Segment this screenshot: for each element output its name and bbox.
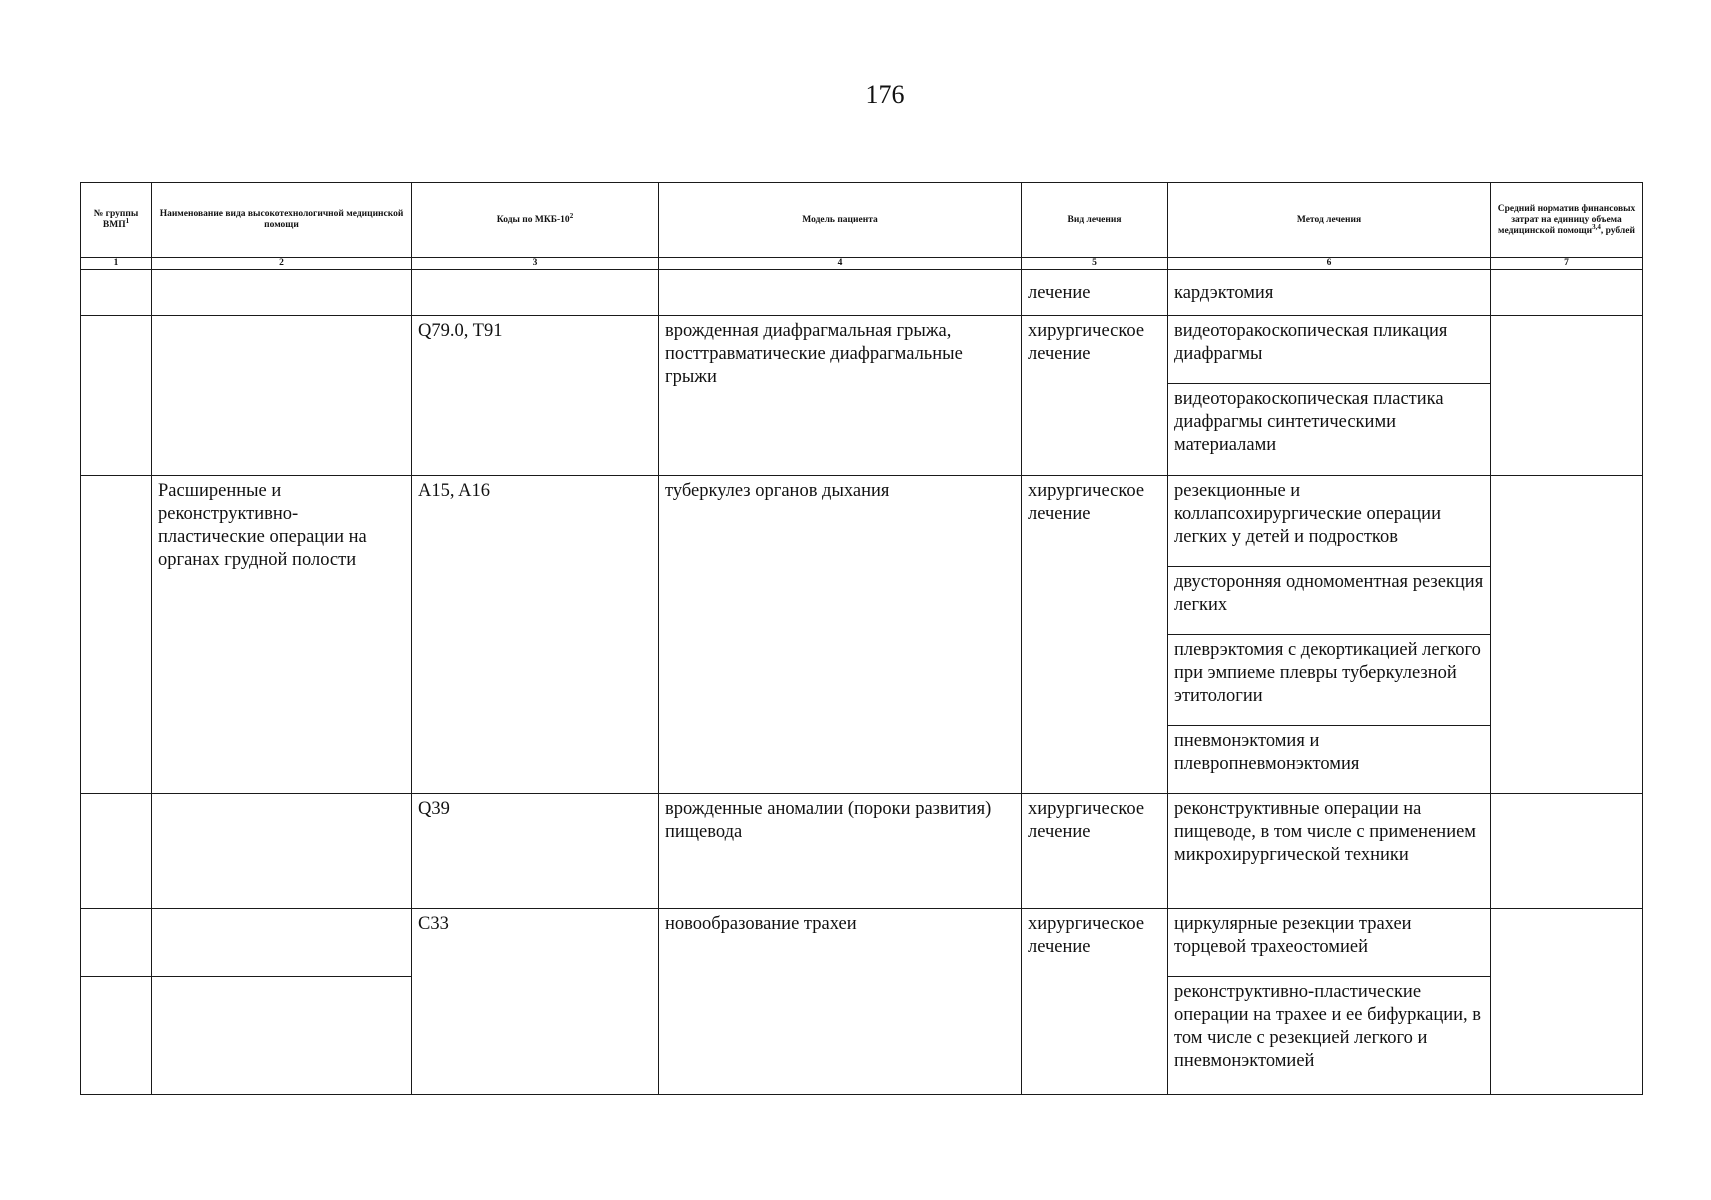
- cell-model: туберкулез органов дыхания: [659, 476, 1022, 794]
- column-number: 1: [81, 258, 152, 270]
- cell-group: [81, 794, 152, 909]
- cell-treatment: хирургическое лечение: [1022, 476, 1168, 794]
- method-item: циркулярные резекции трахеи торцевой трахеостомией: [1168, 909, 1490, 977]
- cell-cost: [1491, 316, 1643, 476]
- column-number-row: [81, 258, 1643, 270]
- table-row: [81, 270, 1643, 316]
- cell-treatment: хирургическое лечение: [1022, 316, 1168, 476]
- cell-treatment: хирургическое лечение: [1022, 794, 1168, 909]
- column-number: 3: [412, 258, 659, 270]
- page-number: 176: [865, 80, 905, 109]
- cell-cost: [1491, 476, 1643, 794]
- header-model: Модель пациента: [659, 183, 1022, 258]
- column-number: 6: [1168, 258, 1491, 270]
- table-row: [81, 794, 1643, 909]
- cell-group: [81, 909, 152, 1095]
- method-item: видеоторакоскопическая пликация диафрагмы: [1168, 316, 1490, 384]
- cell-name: [152, 316, 412, 476]
- cell-model: [659, 270, 1022, 316]
- table-row: [81, 316, 1643, 476]
- cell-methods: [1168, 270, 1491, 316]
- vmp-table: [80, 182, 1643, 1095]
- cell-treatment: лечение: [1022, 270, 1168, 316]
- header-cost: Средний норматив финансовых затрат на единицу объема медицинской помощи$^{3,4}$, рублей: [1491, 183, 1643, 258]
- cell-cost: [1491, 794, 1643, 909]
- cell-name: Расширенные и реконструктивно-пластические операции на органах грудной полости: [152, 476, 412, 794]
- cell-group: [81, 316, 152, 476]
- cell-name: [152, 909, 412, 1095]
- method-item: кардэктомия: [1174, 283, 1274, 303]
- method-item: реконструктивные операции на пищеводе, в том числе с применением микрохирургической техники: [1174, 799, 1477, 865]
- method-item: плеврэктомия с декортикацией легкого при эмпиеме плевры туберкулезной этитологии: [1168, 635, 1490, 726]
- method-item: пневмонэктомия и плевропневмонэктомия: [1174, 731, 1360, 774]
- header-treatment: Вид лечения: [1022, 183, 1168, 258]
- table-row: [81, 909, 1643, 1095]
- cell-methods: [1168, 316, 1491, 476]
- table-row: [81, 476, 1643, 794]
- column-number: 4: [659, 258, 1022, 270]
- cell-model: новообразование трахеи: [659, 909, 1022, 1095]
- header-name: Наименование вида высокотехнологичной медицинской помощи: [152, 183, 412, 258]
- cell-model: врожденная диафрагмальная грыжа, посттравматические диафрагмальные грыжи: [659, 316, 1022, 476]
- column-number: 2: [152, 258, 412, 270]
- method-item: резекционные и коллапсохирургические операции легких у детей и подростков: [1168, 476, 1490, 567]
- cell-methods: [1168, 476, 1491, 794]
- cell-codes: A15, A16: [412, 476, 659, 794]
- method-item: двусторонняя одномоментная резекция легких: [1168, 567, 1490, 635]
- header-row: [81, 183, 1643, 258]
- column-number: 5: [1022, 258, 1168, 270]
- cell-name: [152, 270, 412, 316]
- header-codes: Коды по МКБ-$10^2$: [412, 183, 659, 258]
- column-number: 7: [1491, 258, 1643, 270]
- cell-group-upper: [81, 909, 151, 977]
- cell-cost: [1491, 270, 1643, 316]
- cell-codes: Q79.0, T91: [412, 316, 659, 476]
- cell-group: [81, 476, 152, 794]
- cell-name: [152, 794, 412, 909]
- method-item: реконструктивно-пластические операции на трахее и ее бифуркации, в том числе с резекцией легкого и пневмонэктомией: [1174, 982, 1482, 1071]
- cell-name-upper: [152, 909, 411, 977]
- cell-methods: [1168, 909, 1491, 1095]
- cell-model: врожденные аномалии (пороки развития) пищевода: [659, 794, 1022, 909]
- cell-codes: [412, 270, 659, 316]
- header-group: № группы ВМП$^1$: [81, 183, 152, 258]
- cell-codes: Q39: [412, 794, 659, 909]
- header-method: Метод лечения: [1168, 183, 1491, 258]
- cell-methods: [1168, 794, 1491, 909]
- method-item: видеоторакоскопическая пластика диафрагмы синтетическими материалами: [1174, 389, 1444, 455]
- cell-treatment: хирургическое лечение: [1022, 909, 1168, 1095]
- cell-cost: [1491, 909, 1643, 1095]
- cell-codes: C33: [412, 909, 659, 1095]
- cell-group: [81, 270, 152, 316]
